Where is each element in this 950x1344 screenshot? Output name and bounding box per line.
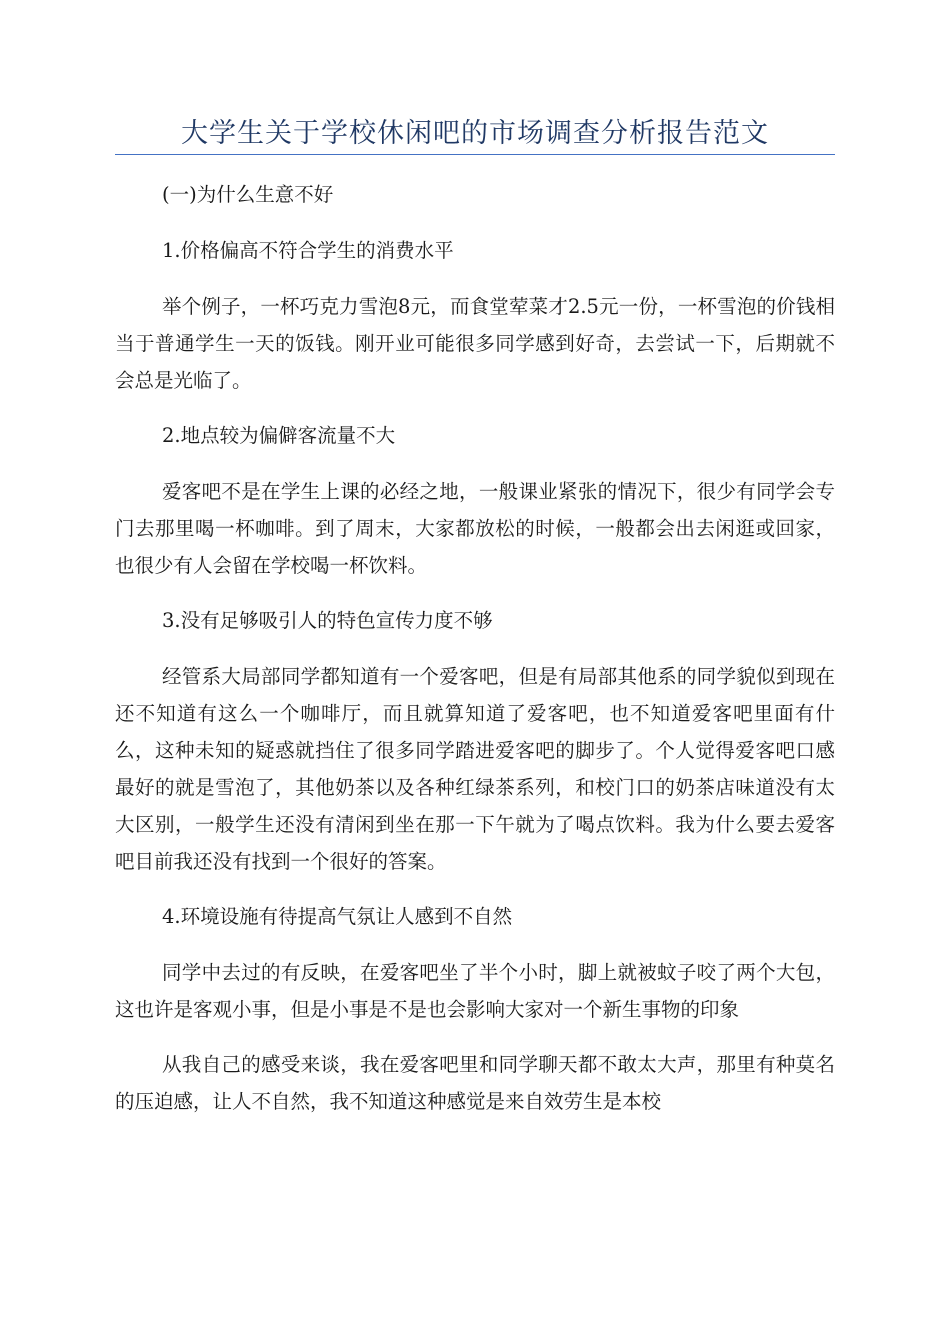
document-title: 大学生关于学校休闲吧的市场调查分析报告范文	[181, 118, 769, 149]
body-paragraph: 同学中去过的有反映，在爱客吧坐了半个小时，脚上就被蚊子咬了两个大包，这也许是客观小事，但是小事是不是也会影响大家对一个新生事物的印象	[115, 961, 835, 1021]
subsection-heading: 2.地点较为偏僻客流量不大	[162, 424, 396, 447]
body-paragraph: 爱客吧不是在学生上课的必经之地，一般课业紧张的情况下，很少有同学会专门去那里喝一杯咖啡。到了周末，大家都放松的时候，一般都会出去闲逛或回家，也很少有人会留在学校喝一杯饮料。	[115, 480, 835, 577]
body-paragraph: 从我自己的感受来谈，我在爱客吧里和同学聊天都不敢太大声，那里有种莫名的压迫感，让人不自然，我不知道这种感觉是来自效劳生是本校	[115, 1053, 835, 1113]
title-underline	[115, 154, 835, 155]
section-heading: (一)为什么生意不好	[162, 183, 334, 206]
body-paragraph: 经管系大局部同学都知道有一个爱客吧，但是有局部其他系的同学貌似到现在还不知道有这么一个咖啡厅，而且就算知道了爱客吧，也不知道爱客吧里面有什么，这种未知的疑惑就挡住了很多同学踏进爱客吧的脚步了。个人觉得爱客吧口感最好的就是雪泡了，其他奶茶以及各种红绿茶系列，和校门口的奶茶店味道没有太大区别，一般学生还没有清闲到坐在那一下午就为了喝点饮料。我为什么要去爱客吧目前我还没有找到一个很好的答案。	[115, 665, 835, 873]
subsection-heading: 3.没有足够吸引人的特色宣传力度不够	[162, 609, 493, 632]
document-body	[115, 176, 835, 1138]
subsection-heading: 4.环境设施有待提高气氛让人感到不自然	[162, 905, 513, 928]
subsection-heading: 1.价格偏高不符合学生的消费水平	[162, 239, 454, 262]
body-paragraph: 举个例子，一杯巧克力雪泡8元，而食堂荤菜才2.5元一份，一杯雪泡的价钱相当于普通学生一天的饭钱。刚开业可能很多同学感到好奇，去尝试一下，后期就不会总是光临了。	[115, 295, 835, 392]
